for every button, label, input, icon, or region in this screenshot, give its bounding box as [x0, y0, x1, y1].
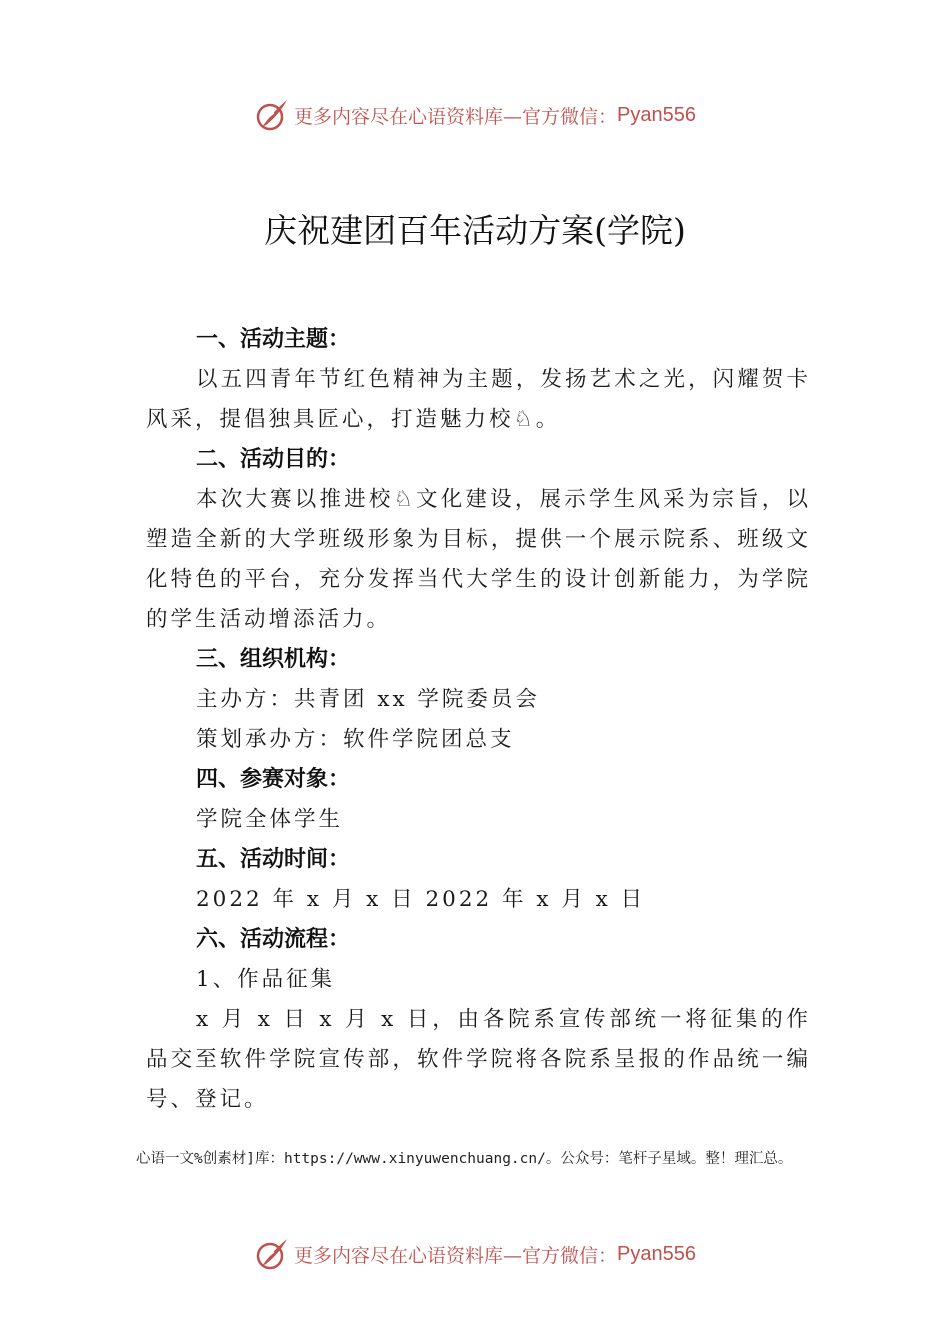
co-organizer-line: 策划承办方：软件学院团总支	[196, 727, 515, 752]
process-step-title: 1、作品征集	[196, 967, 336, 992]
section-paragraph-purpose: 本次大赛以推进校♘文化建设，展示学生风采为宗旨，以塑造全新的大学班级形象为目标，提供一个展示院系、班级文化特色的平台，充分发挥当代大学生的设计创新能力，为学院的学生活动增添活力。	[146, 487, 811, 632]
section-heading-time: 五、活动时间：	[196, 847, 351, 872]
footer-banner	[0, 1234, 950, 1274]
document-title: 庆祝建团百年活动方案(学院)	[264, 211, 686, 250]
section-heading-process: 六、活动流程：	[196, 927, 351, 952]
time-line: 2022 年 x 月 x 日 2022 年 x 月 x 日	[196, 887, 646, 912]
header-banner	[0, 95, 950, 135]
quill-pen-logo-icon	[254, 97, 290, 133]
section-paragraph-theme: 以五四青年节红色精神为主题，发扬艺术之光，闪耀贺卡风采，提倡独具匠心，打造魅力校♘。	[146, 367, 811, 432]
section-heading-participants: 四、参赛对象：	[196, 767, 351, 792]
banner-wechat-id: Pyan556	[617, 103, 696, 126]
quill-pen-logo-icon	[254, 1236, 290, 1272]
section-heading-organization: 三、组织机构：	[196, 647, 351, 672]
banner-text: 更多内容尽在心语资料库—官方微信：	[294, 105, 618, 128]
banner-wechat-id: Pyan556	[617, 1242, 696, 1265]
section-heading-theme: 一、活动主题：	[196, 327, 351, 352]
source-footnote: 心语一文%创素材]库：https://www.xinyuwenchuang.cn/。公众号：笔杆子星域。整！理汇总。	[136, 1151, 793, 1167]
section-heading-purpose: 二、活动目的：	[196, 447, 351, 472]
section-paragraph-process: x 月 x 日 x 月 x 日，由各院系宣传部统一将征集的作品交至软件学院宣传部，软件学院将各院系呈报的作品统一编号、登记。	[146, 1007, 811, 1112]
document-body	[146, 320, 811, 1120]
banner-text: 更多内容尽在心语资料库—官方微信：	[294, 1244, 618, 1267]
organizer-line: 主办方：共青团 xx 学院委员会	[196, 687, 540, 712]
participants-line: 学院全体学生	[196, 807, 344, 832]
